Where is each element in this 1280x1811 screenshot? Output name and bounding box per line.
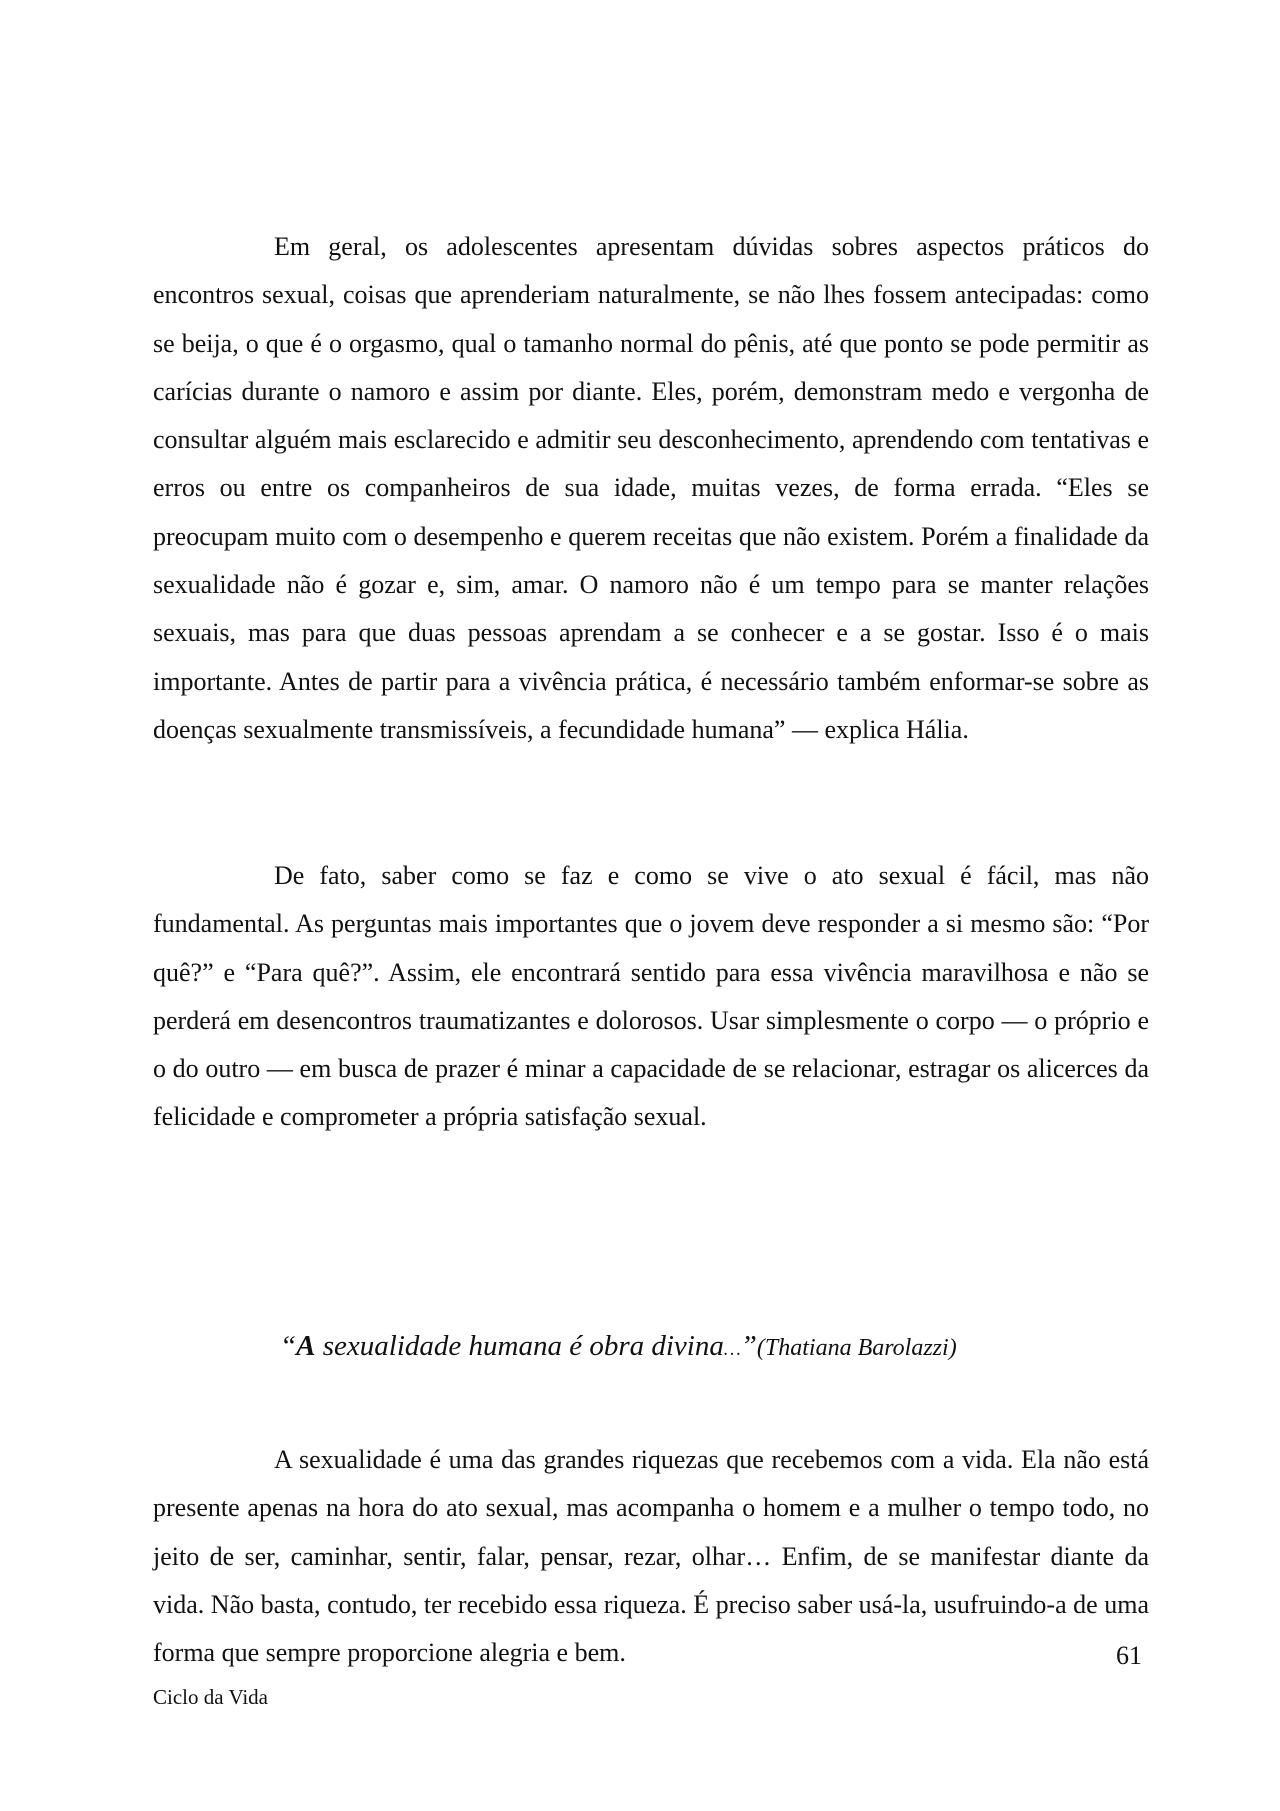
quote-text bbox=[280, 1330, 724, 1362]
quote-ellipsis: … bbox=[723, 1339, 741, 1360]
body-paragraph-1: Em geral, os adolescentes apresentam dúvidas sobres aspectos práticos do encontros sexual, coisas que aprenderiam naturalmente, se não lhes fossem antecipadas: como se beija, o que é o orgasmo, qual o tamanho normal do pênis, até que ponto se pode permitir as carícias durante o namoro e assim por diante. Eles, porém, demonstram medo e vergonha de consultar alguém mais esclarecido e admitir seu desconhecimento, aprendendo com tentativas e erros ou entre os companheiros de sua idade, muitas vezes, de forma errada. “Eles se preocupam muito com o desempenho e querem receitas que não existem. Porém a finalidade da sexualidade não é gozar e, sim, amar. O namoro não é um tempo para se manter relações sexuais, mas para que duas pessoas aprendam a se conhecer e a se gostar. Isso é o mais importante. Antes de partir para a vivência prática, é necessário também enformar-se sobre as doenças sexualmente transmissíveis, a fecundidade humana” — explica Hália. bbox=[153, 232, 1149, 744]
page-number: 61 bbox=[1116, 1641, 1142, 1670]
quote-body: sexualidade humana é obra divina bbox=[315, 1330, 724, 1362]
body-paragraph-3: A sexualidade é uma das grandes riquezas que recebemos com a vida. Ela não está presente apenas na hora do ato sexual, mas acompanha o homem e a mulher o tempo todo, no jeito de ser, caminhar, sentir, falar, pensar, rezar, olhar… Enfim, de se manifestar diante da vida. Não basta, contudo, ter recebido essa riqueza. É preciso saber usá-la, usufruindo-a de uma forma que sempre proporcione alegria e bem. bbox=[153, 1445, 1149, 1668]
quote-open-mark: “ bbox=[280, 1330, 297, 1362]
quote-close-mark: ” bbox=[740, 1330, 757, 1362]
body-paragraph-2: De fato, saber como se faz e como se vive o ato sexual é fácil, mas não fundamental. As perguntas mais importantes que o jovem deve responder a si mesmo são: “Por quê?” e “Para quê?”. Assim, ele encontrará sentido para essa vivência maravilhosa e não se perderá em desencontros traumatizantes e dolorosos. Usar simplesmente o corpo — o próprio e o do outro — em busca de prazer é minar a capacidade de se relacionar, estragar os alicerces da felicidade e comprometer a própria satisfação sexual. bbox=[153, 861, 1149, 1132]
quote-initial: A bbox=[296, 1330, 316, 1362]
quote-heading bbox=[280, 1330, 957, 1363]
quote-author: (Thatiana Barolazzi) bbox=[756, 1335, 957, 1361]
footer-title: Ciclo da Vida bbox=[153, 1685, 268, 1709]
